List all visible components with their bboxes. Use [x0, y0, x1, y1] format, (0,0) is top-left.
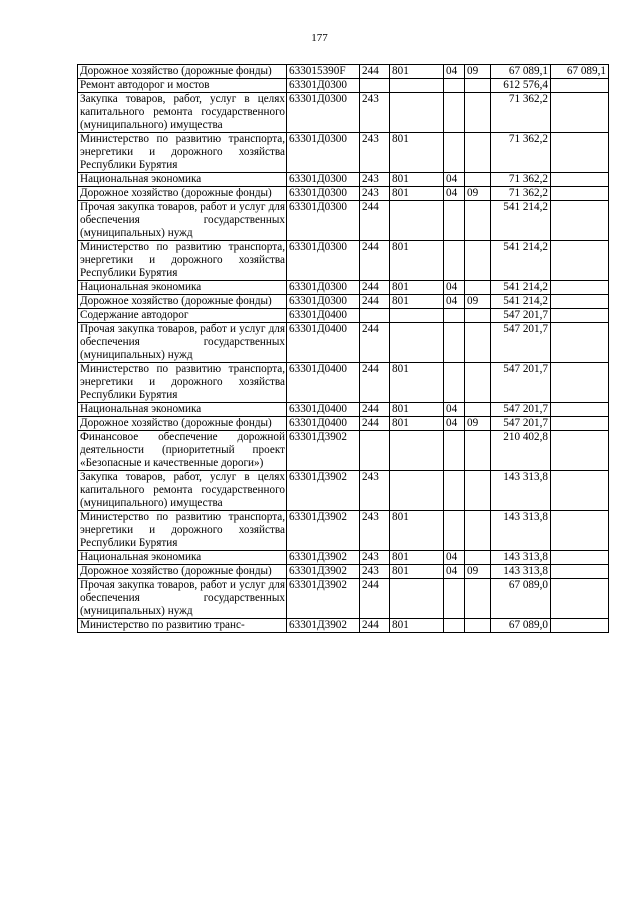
row-sum2-cell [551, 309, 609, 323]
row-code-cell: 63301Д0400 [287, 403, 360, 417]
row-sum1-cell: 71 362,2 [491, 133, 551, 173]
row-gr-cell [390, 309, 444, 323]
row-sum2-cell [551, 323, 609, 363]
row-code-cell: 63301Д3902 [287, 619, 360, 633]
row-sum1-cell: 143 313,8 [491, 565, 551, 579]
row-sum2-cell [551, 471, 609, 511]
row-name-cell: Прочая закупка товаров, работ и услуг для обеспечения государственных (муниципальных) нужд [78, 579, 287, 619]
row-rz-cell [444, 79, 465, 93]
budget-table [77, 64, 609, 633]
row-gr-cell: 801 [390, 511, 444, 551]
row-gr-cell: 801 [390, 173, 444, 187]
row-pr-cell: 09 [465, 565, 491, 579]
row-code-cell: 63301Д0300 [287, 201, 360, 241]
row-pr-cell [465, 579, 491, 619]
row-sum2-cell [551, 79, 609, 93]
table-row [78, 187, 609, 201]
row-rz-cell: 04 [444, 565, 465, 579]
table-row [78, 431, 609, 471]
row-vr-cell: 243 [360, 173, 390, 187]
table-row [78, 93, 609, 133]
row-pr-cell [465, 241, 491, 281]
row-rz-cell: 04 [444, 187, 465, 201]
row-code-cell: 63301Д0400 [287, 363, 360, 403]
row-code-cell: 63301Д0300 [287, 281, 360, 295]
row-pr-cell [465, 79, 491, 93]
row-sum2-cell [551, 295, 609, 309]
row-gr-cell: 801 [390, 241, 444, 281]
table-row [78, 551, 609, 565]
row-code-cell: 63301Д3902 [287, 565, 360, 579]
row-gr-cell [390, 431, 444, 471]
row-name-cell: Дорожное хозяйство (дорожные фонды) [78, 295, 287, 309]
row-vr-cell [360, 79, 390, 93]
row-rz-cell: 04 [444, 417, 465, 431]
row-rz-cell [444, 579, 465, 619]
row-sum1-cell: 547 201,7 [491, 403, 551, 417]
row-vr-cell: 243 [360, 511, 390, 551]
row-gr-cell [390, 579, 444, 619]
row-sum1-cell: 541 214,2 [491, 281, 551, 295]
row-pr-cell [465, 471, 491, 511]
row-vr-cell: 244 [360, 619, 390, 633]
row-sum2-cell: 67 089,1 [551, 65, 609, 79]
row-sum1-cell: 541 214,2 [491, 201, 551, 241]
row-rz-cell: 04 [444, 295, 465, 309]
row-sum1-cell: 541 214,2 [491, 295, 551, 309]
row-code-cell: 63301Д0300 [287, 173, 360, 187]
row-gr-cell: 801 [390, 187, 444, 201]
row-code-cell: 63301Д0400 [287, 323, 360, 363]
row-vr-cell: 244 [360, 65, 390, 79]
row-vr-cell: 244 [360, 363, 390, 403]
row-vr-cell: 243 [360, 93, 390, 133]
row-code-cell: 63301Д3902 [287, 579, 360, 619]
row-gr-cell: 801 [390, 363, 444, 403]
row-sum2-cell [551, 431, 609, 471]
row-gr-cell: 801 [390, 65, 444, 79]
row-name-cell: Дорожное хозяйство (дорожные фонды) [78, 65, 287, 79]
row-rz-cell [444, 511, 465, 551]
row-name-cell: Национальная экономика [78, 281, 287, 295]
row-vr-cell: 244 [360, 403, 390, 417]
table-row [78, 511, 609, 551]
row-sum2-cell [551, 93, 609, 133]
row-code-cell: 633015390F [287, 65, 360, 79]
row-rz-cell: 04 [444, 65, 465, 79]
row-sum2-cell [551, 579, 609, 619]
row-name-cell: Закупка товаров, работ, услуг в целях капитального ремонта государственного (муниципального) имущества [78, 471, 287, 511]
row-name-cell: Финансовое обеспечение дорожной деятельности (приоритетный проект «Безопасные и качественные дороги») [78, 431, 287, 471]
row-rz-cell [444, 201, 465, 241]
row-sum2-cell [551, 133, 609, 173]
table-row [78, 417, 609, 431]
row-rz-cell [444, 431, 465, 471]
page-number: 177 [311, 32, 328, 44]
row-name-cell: Министерство по развитию транспорта, энергетики и дорожного хозяйства Республики Бурятия [78, 363, 287, 403]
table-row [78, 363, 609, 403]
row-sum1-cell: 71 362,2 [491, 187, 551, 201]
row-gr-cell [390, 201, 444, 241]
row-sum1-cell: 71 362,2 [491, 173, 551, 187]
row-name-cell: Закупка товаров, работ, услуг в целях капитального ремонта государственного (муниципального) имущества [78, 93, 287, 133]
row-name-cell: Прочая закупка товаров, работ и услуг для обеспечения государственных (муниципальных) нужд [78, 323, 287, 363]
row-sum1-cell: 547 201,7 [491, 323, 551, 363]
row-pr-cell: 09 [465, 187, 491, 201]
row-pr-cell [465, 619, 491, 633]
table-row [78, 79, 609, 93]
row-sum1-cell: 612 576,4 [491, 79, 551, 93]
row-name-cell: Дорожное хозяйство (дорожные фонды) [78, 187, 287, 201]
table-row [78, 309, 609, 323]
row-vr-cell: 244 [360, 323, 390, 363]
row-gr-cell: 801 [390, 417, 444, 431]
row-code-cell: 63301Д0400 [287, 309, 360, 323]
row-sum1-cell: 67 089,0 [491, 619, 551, 633]
row-sum2-cell [551, 551, 609, 565]
row-rz-cell [444, 93, 465, 133]
table-row [78, 565, 609, 579]
row-code-cell: 63301Д0300 [287, 133, 360, 173]
row-gr-cell [390, 79, 444, 93]
row-code-cell: 63301Д0300 [287, 79, 360, 93]
row-code-cell: 63301Д0400 [287, 417, 360, 431]
row-vr-cell [360, 309, 390, 323]
table-row [78, 295, 609, 309]
row-sum1-cell: 547 201,7 [491, 417, 551, 431]
row-rz-cell [444, 471, 465, 511]
table-row [78, 403, 609, 417]
row-rz-cell: 04 [444, 281, 465, 295]
row-pr-cell [465, 363, 491, 403]
row-code-cell: 63301Д0300 [287, 241, 360, 281]
row-rz-cell [444, 619, 465, 633]
table-row [78, 201, 609, 241]
row-name-cell: Дорожное хозяйство (дорожные фонды) [78, 417, 287, 431]
row-vr-cell: 244 [360, 241, 390, 281]
row-gr-cell [390, 471, 444, 511]
row-vr-cell: 244 [360, 201, 390, 241]
row-sum1-cell: 547 201,7 [491, 309, 551, 323]
row-rz-cell [444, 323, 465, 363]
row-pr-cell [465, 281, 491, 295]
row-pr-cell [465, 93, 491, 133]
row-pr-cell [465, 323, 491, 363]
row-vr-cell: 244 [360, 417, 390, 431]
row-gr-cell: 801 [390, 295, 444, 309]
row-pr-cell [465, 403, 491, 417]
row-sum2-cell [551, 363, 609, 403]
row-name-cell: Содержание автодорог [78, 309, 287, 323]
row-rz-cell: 04 [444, 173, 465, 187]
table-row [78, 619, 609, 633]
row-sum1-cell: 143 313,8 [491, 471, 551, 511]
row-name-cell: Национальная экономика [78, 173, 287, 187]
row-pr-cell [465, 133, 491, 173]
row-gr-cell [390, 323, 444, 363]
table-row [78, 281, 609, 295]
row-gr-cell: 801 [390, 403, 444, 417]
row-sum2-cell [551, 187, 609, 201]
row-vr-cell: 244 [360, 579, 390, 619]
row-sum1-cell: 71 362,2 [491, 93, 551, 133]
row-sum1-cell: 541 214,2 [491, 241, 551, 281]
table-row [78, 241, 609, 281]
row-sum2-cell [551, 403, 609, 417]
row-vr-cell [360, 431, 390, 471]
row-code-cell: 63301Д0300 [287, 295, 360, 309]
row-name-cell: Министерство по развитию транспорта, энергетики и дорожного хозяйства Республики Бурятия [78, 241, 287, 281]
row-gr-cell: 801 [390, 551, 444, 565]
row-rz-cell [444, 241, 465, 281]
table-row [78, 471, 609, 511]
row-sum2-cell [551, 241, 609, 281]
row-pr-cell [465, 309, 491, 323]
row-sum2-cell [551, 201, 609, 241]
row-code-cell: 63301Д3902 [287, 511, 360, 551]
row-pr-cell [465, 431, 491, 471]
row-name-cell: Прочая закупка товаров, работ и услуг для обеспечения государственных (муниципальных) нужд [78, 201, 287, 241]
row-rz-cell: 04 [444, 403, 465, 417]
table-row [78, 323, 609, 363]
row-sum1-cell: 143 313,8 [491, 551, 551, 565]
row-code-cell: 63301Д0300 [287, 187, 360, 201]
row-name-cell: Министерство по развитию транспорта, энергетики и дорожного хозяйства Республики Бурятия [78, 133, 287, 173]
row-code-cell: 63301Д0300 [287, 93, 360, 133]
row-gr-cell: 801 [390, 133, 444, 173]
table-row [78, 65, 609, 79]
row-sum2-cell [551, 281, 609, 295]
row-code-cell: 63301Д3902 [287, 471, 360, 511]
row-pr-cell [465, 551, 491, 565]
row-gr-cell: 801 [390, 619, 444, 633]
row-vr-cell: 244 [360, 295, 390, 309]
table-row [78, 133, 609, 173]
row-vr-cell: 243 [360, 565, 390, 579]
row-sum1-cell: 67 089,1 [491, 65, 551, 79]
row-gr-cell: 801 [390, 565, 444, 579]
table-row [78, 579, 609, 619]
row-sum1-cell: 210 402,8 [491, 431, 551, 471]
row-vr-cell: 243 [360, 133, 390, 173]
row-vr-cell: 243 [360, 187, 390, 201]
row-vr-cell: 244 [360, 281, 390, 295]
row-name-cell: Министерство по развитию транспорта, энергетики и дорожного хозяйства Республики Бурятия [78, 511, 287, 551]
row-name-cell: Национальная экономика [78, 403, 287, 417]
row-sum2-cell [551, 511, 609, 551]
row-name-cell: Дорожное хозяйство (дорожные фонды) [78, 565, 287, 579]
table-row [78, 173, 609, 187]
row-rz-cell [444, 363, 465, 403]
row-pr-cell: 09 [465, 295, 491, 309]
row-pr-cell [465, 511, 491, 551]
row-name-cell: Ремонт автодорог и мостов [78, 79, 287, 93]
row-gr-cell [390, 93, 444, 133]
row-name-cell: Министерство по развитию транс- [78, 619, 287, 633]
row-pr-cell [465, 173, 491, 187]
row-name-cell: Национальная экономика [78, 551, 287, 565]
row-pr-cell: 09 [465, 417, 491, 431]
row-sum1-cell: 143 313,8 [491, 511, 551, 551]
row-rz-cell [444, 133, 465, 173]
row-code-cell: 63301Д3902 [287, 551, 360, 565]
row-vr-cell: 243 [360, 551, 390, 565]
row-rz-cell: 04 [444, 551, 465, 565]
row-sum1-cell: 67 089,0 [491, 579, 551, 619]
row-vr-cell: 243 [360, 471, 390, 511]
row-sum2-cell [551, 619, 609, 633]
row-pr-cell: 09 [465, 65, 491, 79]
row-sum2-cell [551, 173, 609, 187]
row-sum1-cell: 547 201,7 [491, 363, 551, 403]
row-sum2-cell [551, 417, 609, 431]
row-gr-cell: 801 [390, 281, 444, 295]
row-pr-cell [465, 201, 491, 241]
row-sum2-cell [551, 565, 609, 579]
row-rz-cell [444, 309, 465, 323]
row-code-cell: 63301Д3902 [287, 431, 360, 471]
